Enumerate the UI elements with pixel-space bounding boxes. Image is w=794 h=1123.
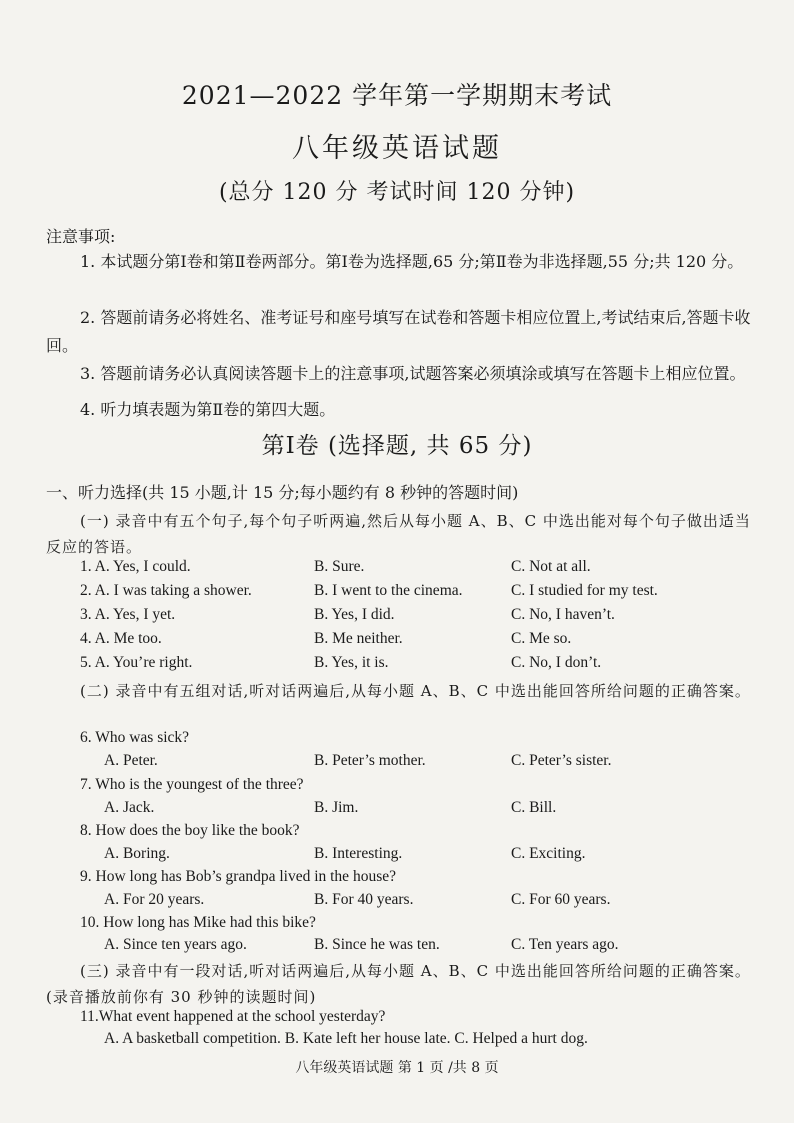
sub-instruction: (一) 录音中有五个句子,每个句子听两遍,然后从每小题 A、B、C 中选出能对每个句子做出适当反应的答语。 — [46, 512, 751, 556]
question-text: 11.What event happened at the school yesterday? — [80, 1008, 386, 1025]
part-heading: 一、听力选择(共 15 小题,计 15 分;每小题约有 8 秒钟的答题时间) — [46, 483, 519, 502]
question-row: 5. A. You’re right. B. Yes, it is. C. No, I don’t. — [80, 654, 602, 671]
question-text: 8. How does the boy like the book? — [80, 822, 300, 839]
note-item: 1. 本试题分第Ⅰ卷和第Ⅱ卷两部分。第Ⅰ卷为选择题,65 分;第Ⅱ卷为非选择题,55 分;共 120 分。 — [80, 252, 744, 271]
question-row: 4. A. Me too. B. Me neither. C. Me so. — [80, 630, 572, 647]
sub-instruction: (二) 录音中有五组对话,听对话两遍后,从每小题 A、B、C 中选出能回答所给问题的正确答案。 — [80, 682, 751, 700]
question-options: A. Boring. B. Interesting. C. Exciting. — [104, 845, 586, 862]
question-options: A. A basketball competition. B. Kate left her house late. C. Helped a hurt dog. — [104, 1030, 588, 1047]
sub-instruction: (三) 录音中有一段对话,听对话两遍后,从每小题 A、B、C 中选出能回答所给问题的正确答案。(录音播放前你有 30 秒钟的读题时间) — [46, 962, 751, 1006]
question-options: A. For 20 years. B. For 40 years. C. For 60 years. — [104, 891, 611, 908]
note-item: 2. 答题前请务必将姓名、准考证号和座号填写在试卷和答题卡相应位置上,考试结束后,答题卡收回。 — [46, 308, 751, 355]
question-row: 1. A. Yes, I could. B. Sure. C. Not at all. — [80, 558, 591, 575]
question-row: 2. A. I was taking a shower. B. I went to the cinema. C. I studied for my test. — [80, 582, 658, 599]
note-item: 3. 答题前请务必认真阅读答题卡上的注意事项,试题答案必须填涂或填写在答题卡上相应位置。 — [80, 364, 746, 383]
question-text: 10. How long has Mike had this bike? — [80, 914, 316, 931]
exam-title-info: (总分 120 分 考试时间 120 分钟) — [218, 180, 576, 205]
note-item: 4. 听力填表题为第Ⅱ卷的第四大题。 — [80, 400, 336, 419]
exam-title-year: 2021—2022 学年第一学期期末考试 — [181, 81, 613, 110]
section-heading: 第Ⅰ卷 (选择题, 共 65 分) — [261, 433, 533, 459]
question-text: 6. Who was sick? — [80, 729, 190, 746]
question-text: 7. Who is the youngest of the three? — [80, 776, 304, 793]
question-options: A. Since ten years ago. B. Since he was ten. C. Ten years ago. — [104, 936, 619, 953]
exam-title-subject: 八年级英语试题 — [292, 133, 502, 164]
question-row: 3. A. Yes, I yet. B. Yes, I did. C. No, I haven’t. — [80, 606, 615, 623]
question-options: A. Jack. B. Jim. C. Bill. — [104, 799, 557, 816]
question-text: 9. How long has Bob’s grandpa lived in the house? — [80, 868, 396, 885]
question-options: A. Peter. B. Peter’s mother. C. Peter’s sister. — [104, 752, 612, 769]
page-footer: 八年级英语试题 第 1 页 /共 8 页 — [295, 1060, 499, 1076]
notes-heading: 注意事项: — [46, 227, 116, 246]
